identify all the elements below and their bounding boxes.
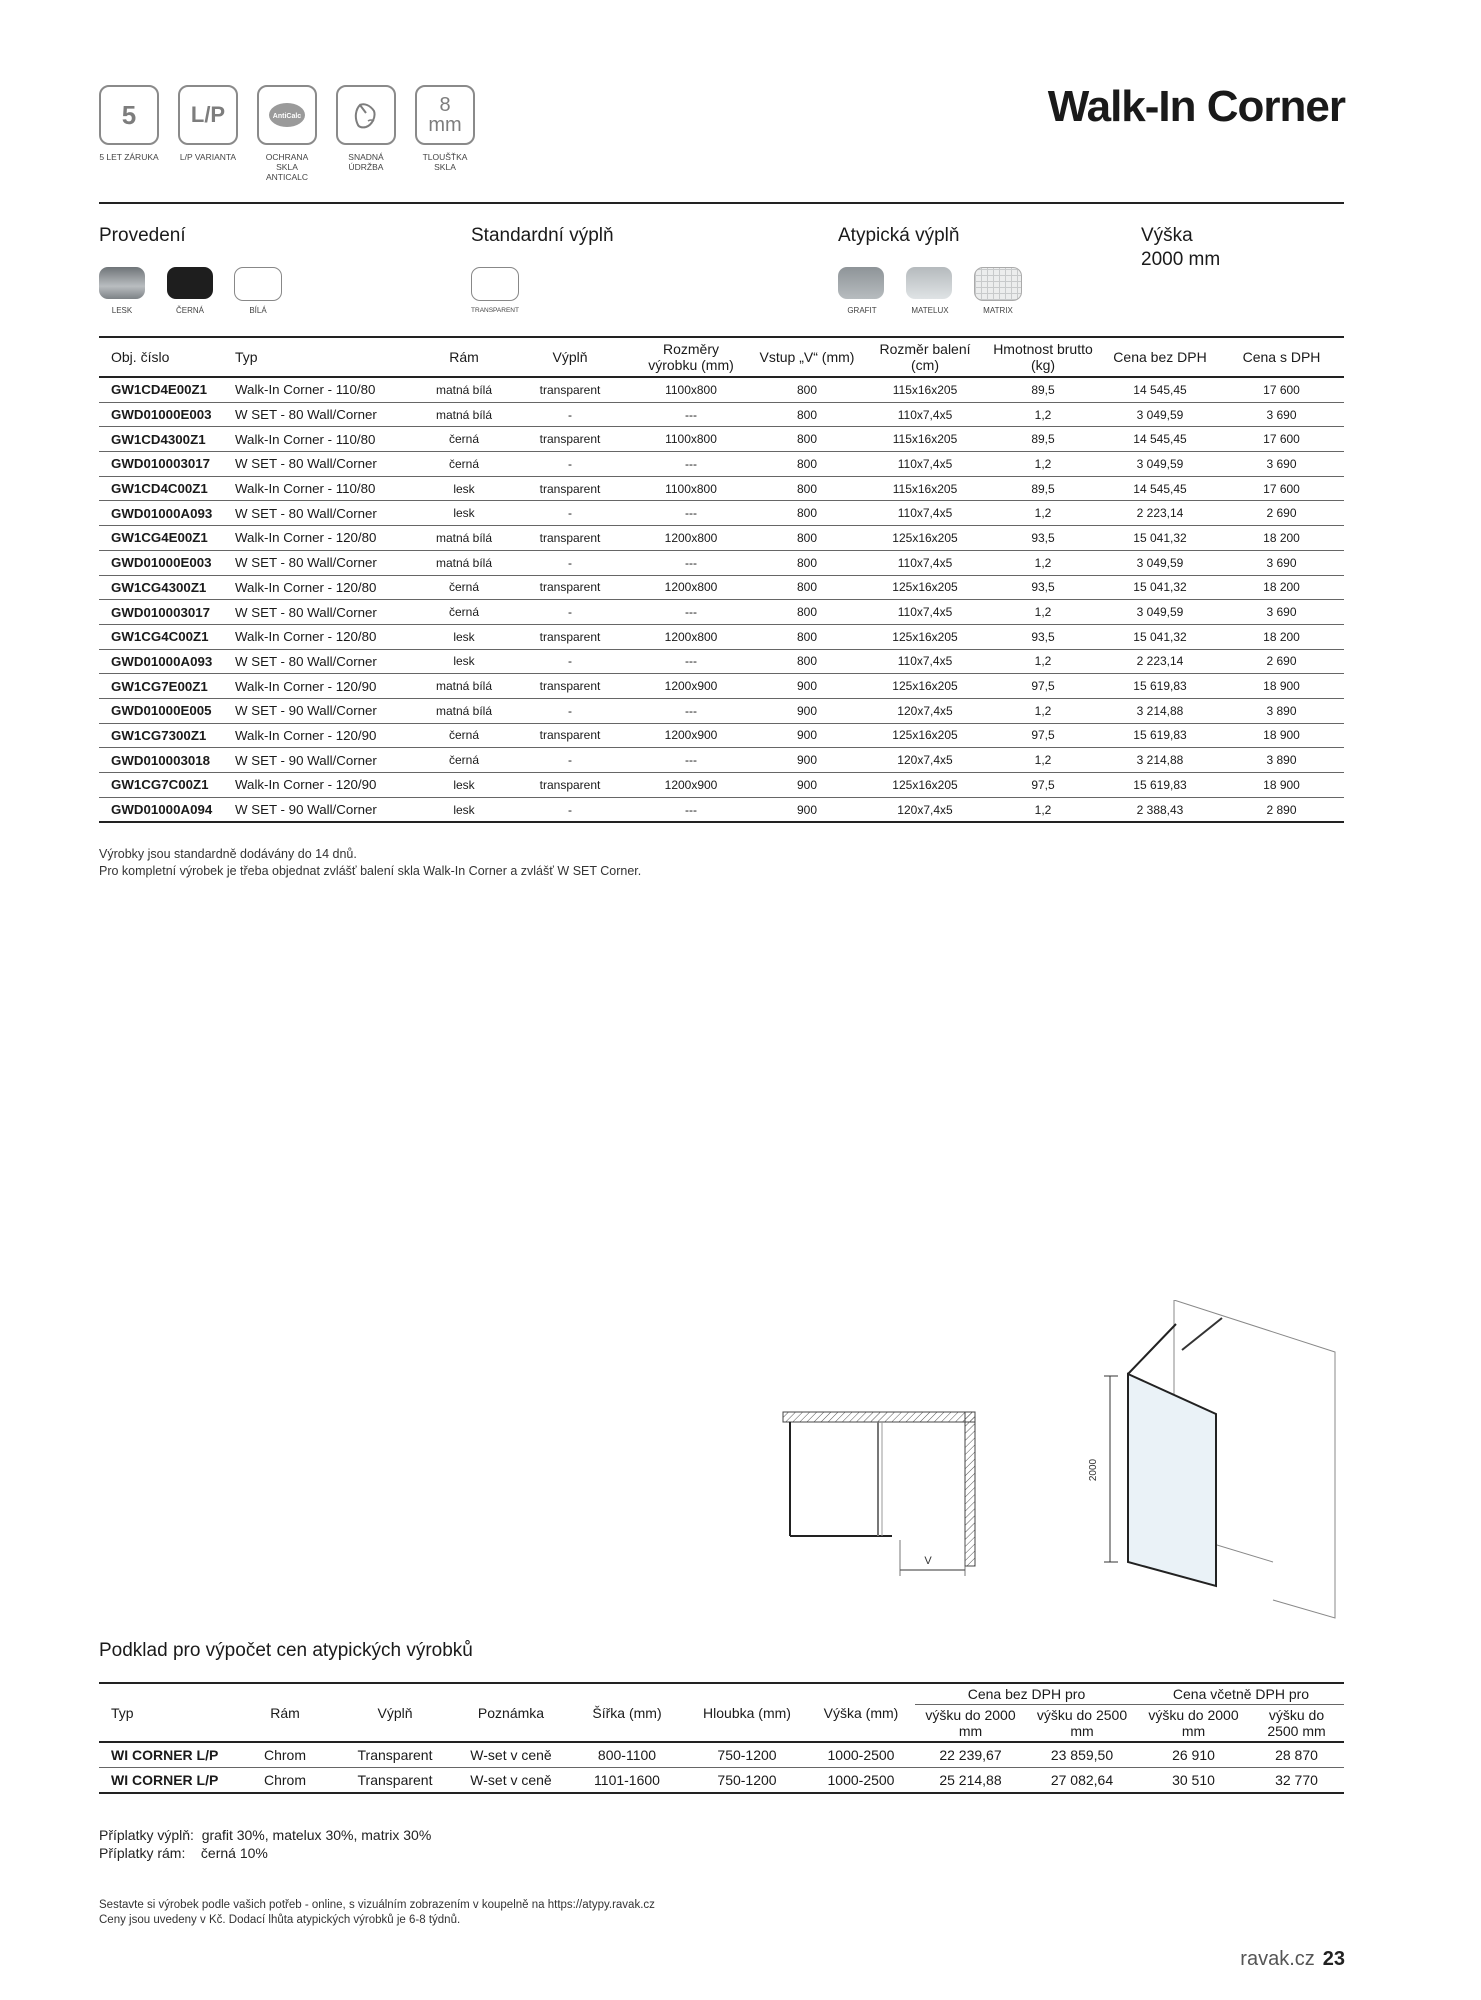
col-sirka: Šířka (mm) [567, 1683, 687, 1742]
swatch-matelux [906, 267, 952, 299]
table-cell: 900 [749, 698, 865, 723]
col-ram: Rám [421, 337, 507, 377]
table-row [99, 476, 1344, 501]
table-cell: GW1CD4E00Z1 [99, 377, 231, 402]
table-cell: matná bílá [421, 402, 507, 427]
table-cell: 15 619,83 [1101, 773, 1219, 798]
product-table [99, 336, 1344, 823]
table-cell: 2 690 [1219, 501, 1344, 526]
table-row [99, 624, 1344, 649]
table-cell: --- [633, 797, 749, 822]
table-cell: 120x7,4x5 [865, 698, 985, 723]
table-cell: 97,5 [985, 723, 1101, 748]
note-line: Výrobky jsou standardně dodávány do 14 dnů. [99, 847, 357, 861]
table-cell: 1,2 [985, 501, 1101, 526]
table-cell: Walk-In Corner - 120/80 [231, 526, 421, 551]
swatch-label-lesk: LESK [111, 306, 133, 315]
col-cena-bez-dph: Cena bez DPH [1101, 337, 1219, 377]
plan-view [783, 1412, 975, 1576]
col-hmotnost: Hmotnost brutto (kg) [985, 337, 1101, 377]
table-row [99, 501, 1344, 526]
table-cell: černá [421, 452, 507, 477]
table-cell: 1200x800 [633, 624, 749, 649]
group-cena-bez-dph: Cena bez DPH pro [915, 1683, 1138, 1705]
table-row [99, 377, 1344, 402]
table-cell: Walk-In Corner - 110/80 [231, 427, 421, 452]
col-typ: Typ [231, 337, 421, 377]
col-rozmer-baleni: Rozměr balení (cm) [865, 337, 985, 377]
table-cell: - [507, 748, 633, 773]
table-cell: 1200x800 [633, 526, 749, 551]
table-cell: 800 [749, 402, 865, 427]
col-rozmery: Rozměry výrobku (mm) [633, 337, 749, 377]
table-cell: GW1CG4E00Z1 [99, 526, 231, 551]
table-cell: 97,5 [985, 773, 1101, 798]
table-cell: matná bílá [421, 550, 507, 575]
table-cell: GWD010003017 [99, 452, 231, 477]
table-cell: 14 545,45 [1101, 377, 1219, 402]
table-cell: - [507, 797, 633, 822]
table-cell: 1200x900 [633, 723, 749, 748]
footer-line: Ceny jsou uvedeny v Kč. Dodací lhůta atypických výrobků je 6-8 týdnů. [99, 1914, 461, 1926]
table-cell: 800 [749, 550, 865, 575]
table-cell: WI CORNER L/P [99, 1742, 235, 1768]
table-cell: 15 619,83 [1101, 723, 1219, 748]
table-cell: W SET - 90 Wall/Corner [231, 698, 421, 723]
table-cell: --- [633, 698, 749, 723]
table-cell: 3 890 [1219, 698, 1344, 723]
table-cell: 3 690 [1219, 452, 1344, 477]
table-cell: W SET - 80 Wall/Corner [231, 402, 421, 427]
table-cell: transparent [507, 476, 633, 501]
table-row [99, 452, 1344, 477]
hand-icon [346, 95, 386, 135]
col-vyska-2000: výšku do 2000 mm [915, 1705, 1026, 1743]
swatch-label-grafit: GRAFIT [847, 306, 877, 315]
table-cell: Transparent [335, 1768, 455, 1794]
table-cell: 3 214,88 [1101, 698, 1219, 723]
table-cell: GWD01000A093 [99, 501, 231, 526]
table-cell: 2 388,43 [1101, 797, 1219, 822]
table-cell: 3 049,59 [1101, 600, 1219, 625]
table-cell: 800 [749, 624, 865, 649]
entry-label: V [924, 1555, 932, 1567]
table-cell: --- [633, 600, 749, 625]
table-cell: GWD01000A093 [99, 649, 231, 674]
table-cell: Walk-In Corner - 120/90 [231, 674, 421, 699]
table-row [99, 427, 1344, 452]
table-cell: 3 214,88 [1101, 748, 1219, 773]
title-divider [99, 202, 1344, 204]
height-value: 2000 mm [1141, 249, 1221, 270]
table-cell: W-set v ceně [455, 1768, 567, 1794]
table-cell: 800 [749, 600, 865, 625]
table-cell: 14 545,45 [1101, 427, 1219, 452]
table-cell: 15 041,32 [1101, 624, 1219, 649]
col-typ: Typ [99, 1683, 235, 1742]
table-cell: lesk [421, 501, 507, 526]
table-cell: 1100x800 [633, 476, 749, 501]
table-cell: 110x7,4x5 [865, 600, 985, 625]
table-cell: GWD01000A094 [99, 797, 231, 822]
table-cell: 1100x800 [633, 377, 749, 402]
table-cell: 89,5 [985, 427, 1101, 452]
table-cell: W SET - 90 Wall/Corner [231, 797, 421, 822]
table-row [99, 1742, 1344, 1768]
table-cell: GWD01000E005 [99, 698, 231, 723]
atypical-section-title: Podklad pro výpočet cen atypických výrobků [99, 1640, 473, 1661]
table-cell: černá [421, 575, 507, 600]
col-vypln: Výplň [335, 1683, 455, 1742]
table-cell: 3 690 [1219, 600, 1344, 625]
table-cell: 900 [749, 773, 865, 798]
col-obj-cislo: Obj. číslo [99, 337, 231, 377]
table-cell: 93,5 [985, 526, 1101, 551]
col-vyska-2500: výšku do 2500 mm [1026, 1705, 1138, 1743]
table-cell: 22 239,67 [915, 1742, 1026, 1768]
svg-text:AntiCalc: AntiCalc [272, 113, 302, 120]
site-link[interactable]: ravak.cz [1240, 1948, 1315, 1970]
table-cell: 1000-2500 [807, 1742, 915, 1768]
table-cell: Walk-In Corner - 110/80 [231, 377, 421, 402]
table-cell: 1,2 [985, 452, 1101, 477]
table-row [99, 698, 1344, 723]
table-cell: matná bílá [421, 526, 507, 551]
table-cell: 15 619,83 [1101, 674, 1219, 699]
table-cell: 800 [749, 377, 865, 402]
easy-maintenance-icon: SNADNÁ ÚDRŽBA [336, 85, 396, 182]
table-cell: W SET - 80 Wall/Corner [231, 501, 421, 526]
table-cell: 18 200 [1219, 526, 1344, 551]
table-cell: 15 041,32 [1101, 575, 1219, 600]
table-cell: 28 870 [1249, 1742, 1344, 1768]
table-cell: GWD010003017 [99, 600, 231, 625]
table-cell: 2 890 [1219, 797, 1344, 822]
table-row [99, 1768, 1344, 1794]
swatch-label-cerna: ČERNÁ [175, 306, 204, 315]
table-cell: černá [421, 600, 507, 625]
table-cell: GWD010003018 [99, 748, 231, 773]
table-cell: - [507, 402, 633, 427]
table-cell: 17 600 [1219, 377, 1344, 402]
glass-thickness-icon: 8 mm TLOUŠŤKA SKLA [415, 85, 475, 182]
table-cell: 93,5 [985, 575, 1101, 600]
table-cell: 800 [749, 649, 865, 674]
table-cell: černá [421, 723, 507, 748]
table-cell: 900 [749, 797, 865, 822]
provedeni-heading: Provedení [99, 225, 186, 246]
table-cell: 800-1100 [567, 1742, 687, 1768]
table-cell: W SET - 80 Wall/Corner [231, 600, 421, 625]
table-row [99, 773, 1344, 798]
col-hloubka: Hloubka (mm) [687, 1683, 807, 1742]
table-cell: 800 [749, 452, 865, 477]
atypical-header-row [99, 1683, 1344, 1705]
table-cell: GW1CG7C00Z1 [99, 773, 231, 798]
swatch-matrix [974, 267, 1022, 301]
table-cell: Walk-In Corner - 120/80 [231, 624, 421, 649]
table-cell: 900 [749, 674, 865, 699]
table-cell: 125x16x205 [865, 773, 985, 798]
perspective-view [1088, 1300, 1335, 1618]
table-cell: Transparent [335, 1742, 455, 1768]
table-cell: 750-1200 [687, 1742, 807, 1768]
table-row [99, 575, 1344, 600]
table-cell: transparent [507, 427, 633, 452]
height-heading: Výška [1141, 225, 1193, 246]
table-cell: 750-1200 [687, 1768, 807, 1794]
table-cell: 110x7,4x5 [865, 501, 985, 526]
table-cell: transparent [507, 773, 633, 798]
table-cell: 125x16x205 [865, 624, 985, 649]
table-cell: 1,2 [985, 698, 1101, 723]
page-title: Walk-In Corner [1047, 82, 1345, 131]
technical-drawing [780, 1300, 1340, 1630]
table-cell: --- [633, 402, 749, 427]
table-cell: 110x7,4x5 [865, 452, 985, 477]
table-cell: Walk-In Corner - 120/80 [231, 575, 421, 600]
table-cell: GW1CG4300Z1 [99, 575, 231, 600]
table-cell: GWD01000E003 [99, 402, 231, 427]
table-cell: 110x7,4x5 [865, 649, 985, 674]
footer-line: Sestavte si výrobek podle vašich potřeb - online, s vizuálním zobrazením v koupelně na https://atypy.ravak.cz [99, 1899, 655, 1911]
table-cell: W SET - 80 Wall/Corner [231, 649, 421, 674]
table-cell: 110x7,4x5 [865, 550, 985, 575]
table-cell: 18 900 [1219, 773, 1344, 798]
anticalc-logo-icon [267, 100, 307, 130]
table-cell: Chrom [235, 1742, 335, 1768]
table-cell: GW1CG4C00Z1 [99, 624, 231, 649]
table-cell: 900 [749, 748, 865, 773]
table-cell: lesk [421, 624, 507, 649]
table-cell: 1,2 [985, 649, 1101, 674]
col-vypln: Výplň [507, 337, 633, 377]
table-cell: 3 690 [1219, 402, 1344, 427]
footer-notes [99, 1898, 655, 1928]
page-number: 23 [1322, 1948, 1345, 1970]
table-cell: 1200x900 [633, 773, 749, 798]
col-poznamka: Poznámka [455, 1683, 567, 1742]
swatch-transparent [471, 267, 519, 301]
col-vstup: Vstup „V“ (mm) [749, 337, 865, 377]
table-cell: GW1CD4C00Z1 [99, 476, 231, 501]
table-cell: 97,5 [985, 674, 1101, 699]
table-cell: 125x16x205 [865, 575, 985, 600]
table-cell: 18 900 [1219, 674, 1344, 699]
table-row [99, 748, 1344, 773]
surcharge-frame: Příplatky rám: černá 10% [99, 1845, 268, 1861]
table-row [99, 550, 1344, 575]
col-cena-s-dph: Cena s DPH [1219, 337, 1344, 377]
table-cell: 800 [749, 526, 865, 551]
col-ram: Rám [235, 1683, 335, 1742]
swatch-label-bila: BÍLÁ [249, 306, 267, 315]
table-cell: GW1CG7E00Z1 [99, 674, 231, 699]
table-cell: transparent [507, 575, 633, 600]
swatch-grafit [838, 267, 884, 299]
table-cell: 23 859,50 [1026, 1742, 1138, 1768]
table-cell: - [507, 550, 633, 575]
table-row [99, 402, 1344, 427]
table-cell: 3 049,59 [1101, 402, 1219, 427]
table-cell: 89,5 [985, 476, 1101, 501]
table-cell: --- [633, 452, 749, 477]
table-cell: 125x16x205 [865, 526, 985, 551]
table-cell: W SET - 80 Wall/Corner [231, 452, 421, 477]
table-cell: 25 214,88 [915, 1768, 1026, 1794]
surcharge-fill: Příplatky výplň: grafit 30%, matelux 30%, matrix 30% [99, 1827, 432, 1843]
table-cell: Walk-In Corner - 120/90 [231, 723, 421, 748]
note-line: Pro kompletní výrobek je třeba objednat zvlášť balení skla Walk-In Corner a zvlášť W SET Corner. [99, 864, 642, 878]
table-cell: WI CORNER L/P [99, 1768, 235, 1794]
col-vyska: Výška (mm) [807, 1683, 915, 1742]
table-cell: 18 200 [1219, 624, 1344, 649]
table-row [99, 674, 1344, 699]
table-cell: lesk [421, 773, 507, 798]
table-cell: 1,2 [985, 600, 1101, 625]
col-vyska-2500-dph: výšku do 2500 mm [1249, 1705, 1344, 1743]
table-row [99, 723, 1344, 748]
table-cell: transparent [507, 377, 633, 402]
table-cell: W SET - 90 Wall/Corner [231, 748, 421, 773]
swatch-lesk [99, 267, 145, 299]
table-cell: - [507, 452, 633, 477]
table-cell: transparent [507, 674, 633, 699]
table-cell: --- [633, 501, 749, 526]
table-cell: 115x16x205 [865, 476, 985, 501]
table-cell: transparent [507, 624, 633, 649]
table-cell: 1200x900 [633, 674, 749, 699]
table-cell: 120x7,4x5 [865, 797, 985, 822]
table-cell: 110x7,4x5 [865, 402, 985, 427]
swatch-cerna [167, 267, 213, 299]
table-cell: 2 223,14 [1101, 649, 1219, 674]
table-row [99, 600, 1344, 625]
table-cell: 2 223,14 [1101, 501, 1219, 526]
table-cell: 800 [749, 476, 865, 501]
table-cell: 3 890 [1219, 748, 1344, 773]
table-cell: --- [633, 649, 749, 674]
table-cell: 14 545,45 [1101, 476, 1219, 501]
product-table-header [99, 337, 1344, 377]
table-cell: GW1CG7300Z1 [99, 723, 231, 748]
table-cell: 1,2 [985, 797, 1101, 822]
table-cell: 1,2 [985, 402, 1101, 427]
height-dimension-label: 2000 [1088, 1458, 1099, 1482]
table-cell: 93,5 [985, 624, 1101, 649]
swatch-label-matrix: MATRIX [983, 306, 1013, 315]
table-cell: černá [421, 748, 507, 773]
table-cell: transparent [507, 723, 633, 748]
table-cell: lesk [421, 649, 507, 674]
table-cell: 1,2 [985, 748, 1101, 773]
anticalc-icon: AntiCalc OCHRANA SKLA ANTICALC [257, 85, 317, 182]
table-cell: W-set v ceně [455, 1742, 567, 1768]
table-row [99, 797, 1344, 822]
table-cell: 1100x800 [633, 427, 749, 452]
table-cell: 3 049,59 [1101, 550, 1219, 575]
table-cell: 115x16x205 [865, 427, 985, 452]
table-cell: lesk [421, 797, 507, 822]
delivery-notes [99, 846, 641, 880]
table-cell: 120x7,4x5 [865, 748, 985, 773]
table-cell: 115x16x205 [865, 377, 985, 402]
atypical-fill-heading: Atypická výplň [838, 225, 960, 246]
standard-fill-heading: Standardní výplň [471, 225, 614, 246]
table-cell: černá [421, 427, 507, 452]
table-cell: 1,2 [985, 550, 1101, 575]
group-cena-s-dph: Cena včetně DPH pro [1138, 1683, 1344, 1705]
table-cell: --- [633, 550, 749, 575]
table-cell: 125x16x205 [865, 723, 985, 748]
swatch-label-matelux: MATELUX [911, 306, 949, 315]
table-cell: 800 [749, 575, 865, 600]
table-cell: W SET - 80 Wall/Corner [231, 550, 421, 575]
table-cell: GWD01000E003 [99, 550, 231, 575]
table-cell: 3 049,59 [1101, 452, 1219, 477]
table-cell: - [507, 600, 633, 625]
table-cell: Chrom [235, 1768, 335, 1794]
page-footer [1240, 1948, 1345, 1971]
table-row [99, 649, 1344, 674]
table-cell: 2 690 [1219, 649, 1344, 674]
table-cell: 1000-2500 [807, 1768, 915, 1794]
table-cell: 17 600 [1219, 476, 1344, 501]
table-cell: matná bílá [421, 698, 507, 723]
table-cell: matná bílá [421, 377, 507, 402]
table-cell: GW1CD4300Z1 [99, 427, 231, 452]
table-cell: 900 [749, 723, 865, 748]
table-cell: matná bílá [421, 674, 507, 699]
lr-variant-icon: L/P L/P VARIANTA [178, 85, 238, 182]
swatch-label-transparent: TRANSPARENT [471, 307, 519, 314]
table-cell: 26 910 [1138, 1742, 1249, 1768]
atypical-price-table [99, 1682, 1344, 1794]
table-cell: 27 082,64 [1026, 1768, 1138, 1794]
table-cell: 1200x800 [633, 575, 749, 600]
table-cell: 30 510 [1138, 1768, 1249, 1794]
table-cell: Walk-In Corner - 120/90 [231, 773, 421, 798]
surcharges [99, 1826, 431, 1862]
warranty-5-years-icon: 5 5 LET ZÁRUKA [99, 85, 159, 182]
table-cell: lesk [421, 476, 507, 501]
table-cell: --- [633, 748, 749, 773]
col-vyska-2000-dph: výšku do 2000 mm [1138, 1705, 1249, 1743]
table-cell: 800 [749, 501, 865, 526]
table-cell: - [507, 698, 633, 723]
table-cell: 32 770 [1249, 1768, 1344, 1794]
table-cell: 17 600 [1219, 427, 1344, 452]
table-cell: 125x16x205 [865, 674, 985, 699]
table-cell: 18 200 [1219, 575, 1344, 600]
table-cell: - [507, 649, 633, 674]
feature-icons [99, 85, 475, 182]
table-cell: 3 690 [1219, 550, 1344, 575]
swatch-bila [234, 267, 282, 301]
table-cell: 89,5 [985, 377, 1101, 402]
table-cell: 15 041,32 [1101, 526, 1219, 551]
table-cell: transparent [507, 526, 633, 551]
table-cell: 800 [749, 427, 865, 452]
table-cell: 1101-1600 [567, 1768, 687, 1794]
table-cell: - [507, 501, 633, 526]
table-cell: Walk-In Corner - 110/80 [231, 476, 421, 501]
table-row [99, 526, 1344, 551]
table-cell: 18 900 [1219, 723, 1344, 748]
